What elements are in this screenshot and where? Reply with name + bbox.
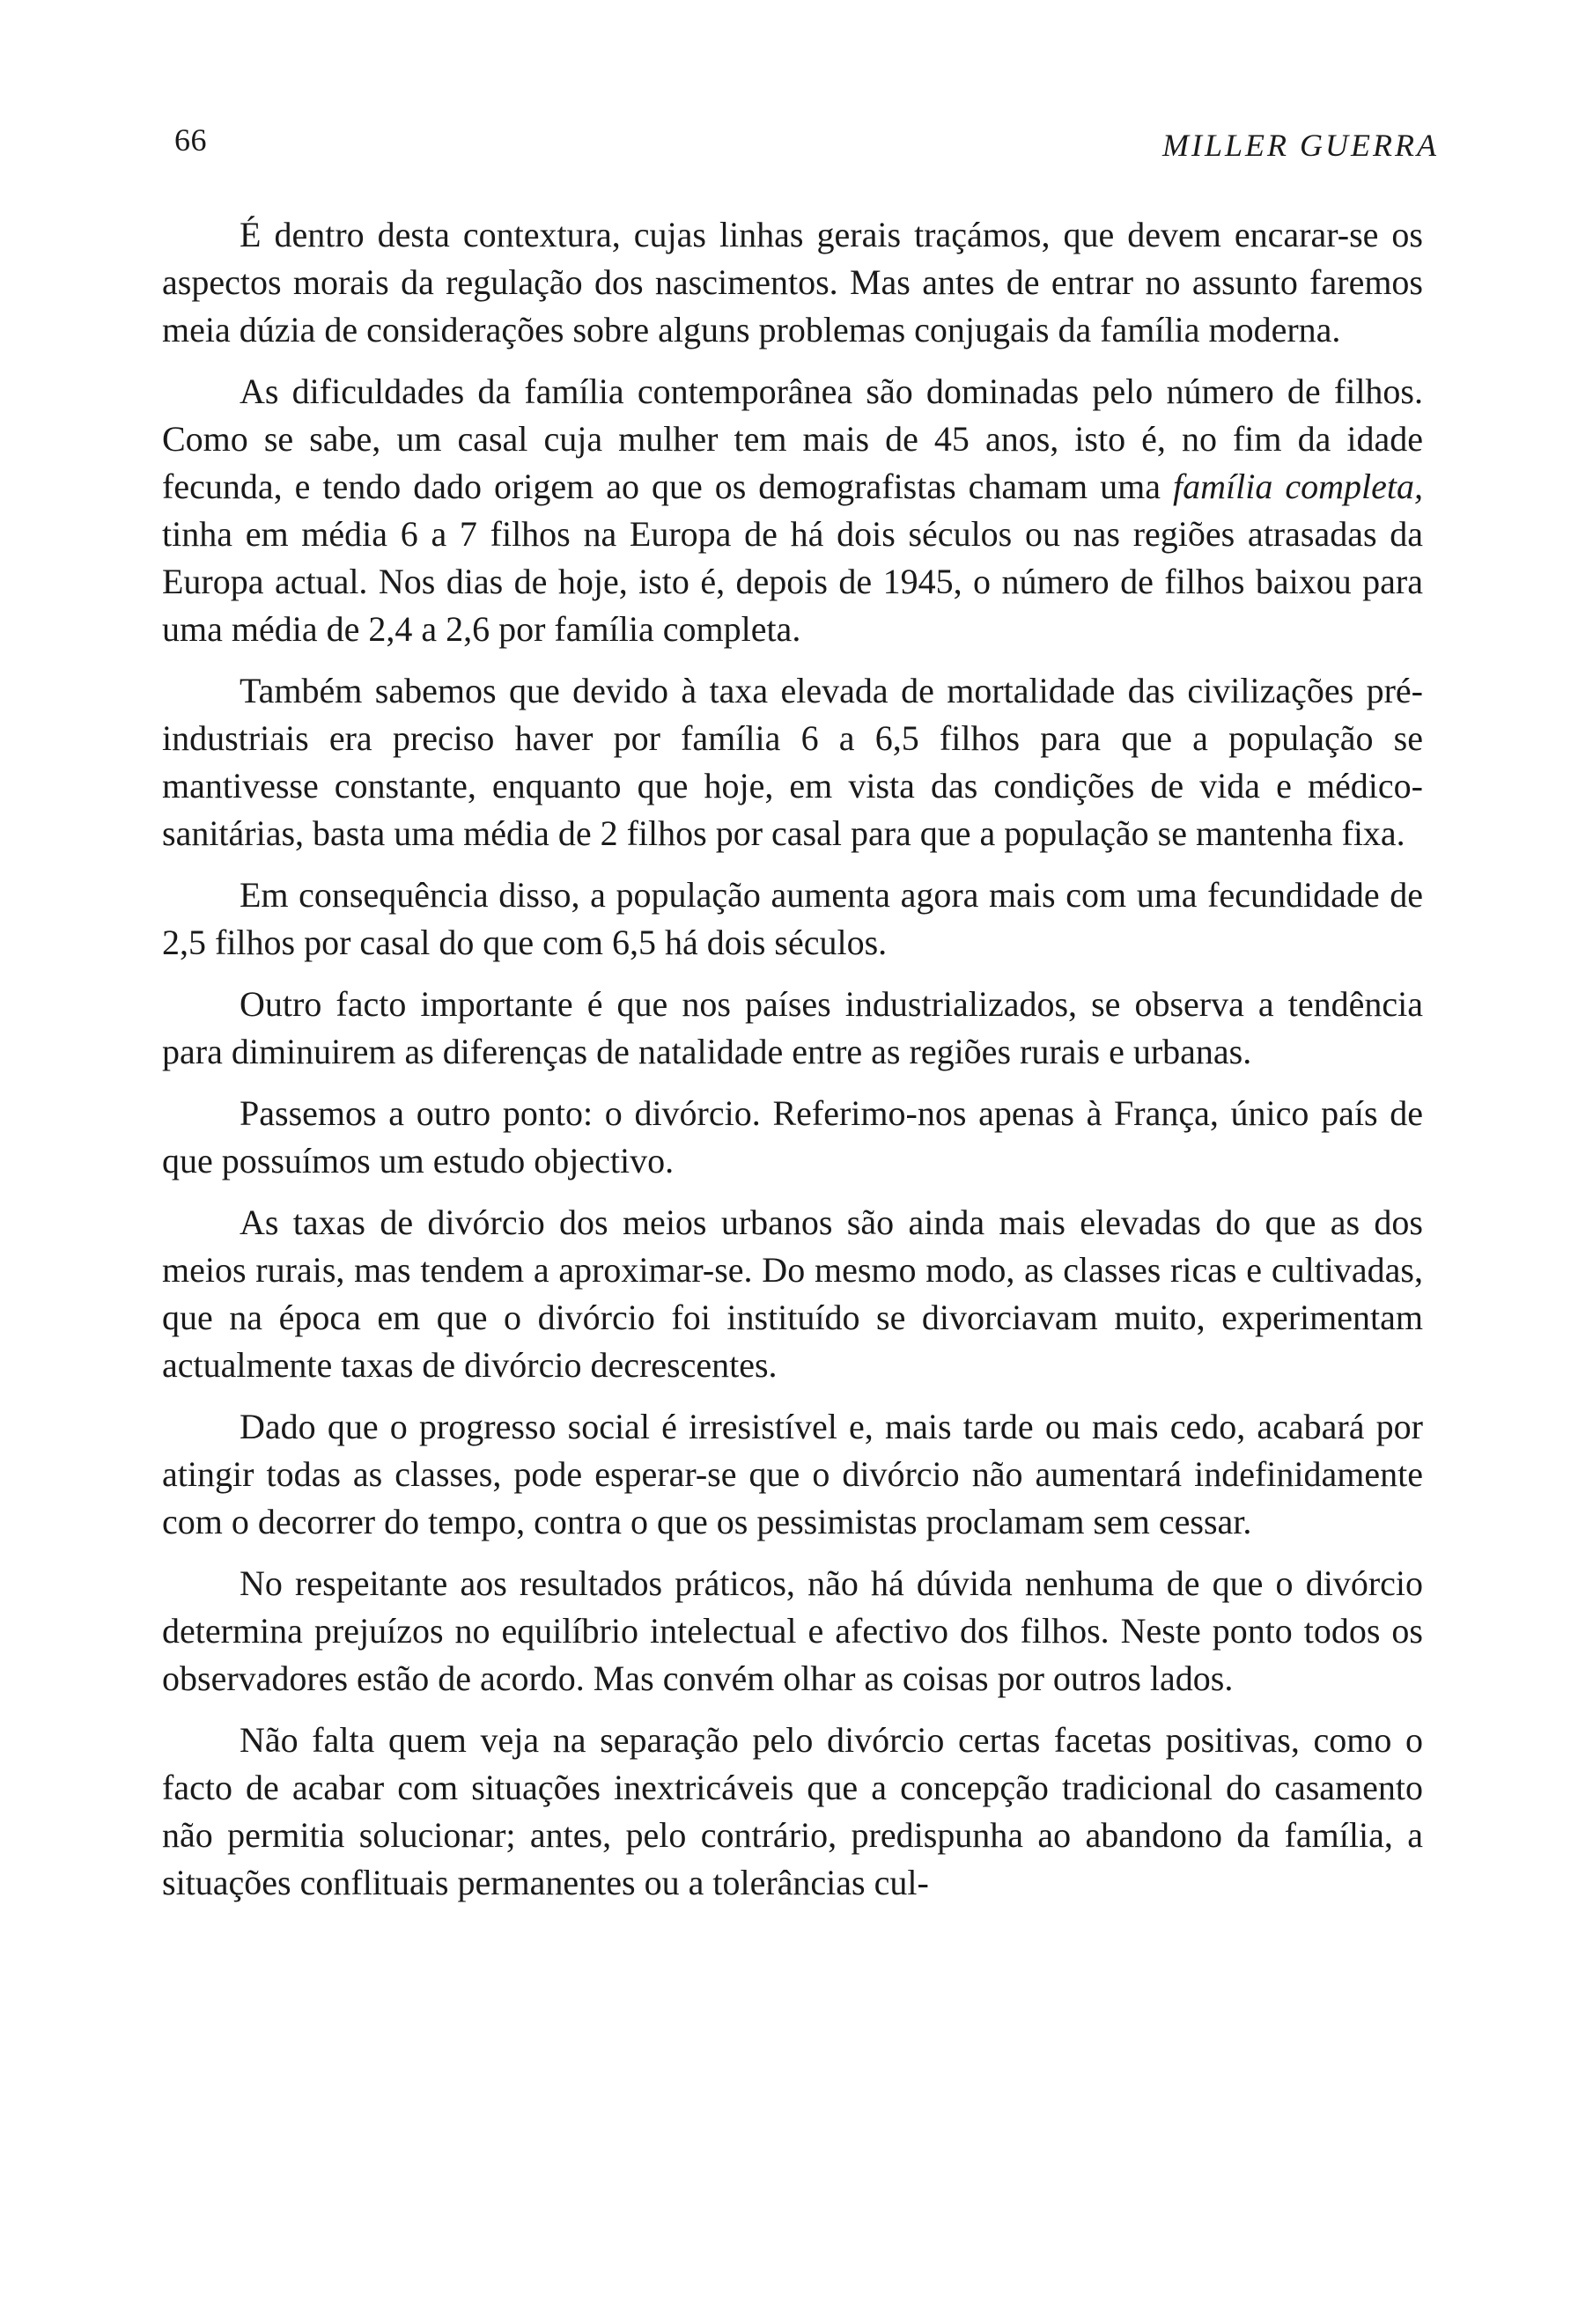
- paragraph: Também sabemos que devido à taxa elevada de mortalidade das civilizações pré-industriais era preciso haver por família 6 a 6,5 filhos para que a população se mantivesse constante, enquanto que hoje, em vista das condições de vida e médico-sanitárias, basta uma média de 2 filhos por casal para que a população se mantenha fixa.: [162, 671, 1423, 853]
- body-text: [162, 211, 1423, 1921]
- paragraph: Passemos a outro ponto: o divórcio. Referimo-nos apenas à França, único país de que possuímos um estudo objectivo.: [162, 1093, 1423, 1180]
- paragraph: As taxas de divórcio dos meios urbanos são ainda mais elevadas do que as dos meios rurais, mas tendem a aproximar-se. Do mesmo modo, as classes ricas e cultivadas, que na época em que o divórcio foi instituído se divorciavam muito, experimentam actualmente taxas de divórcio decrescentes.: [162, 1202, 1423, 1385]
- page-number: 66: [174, 122, 207, 158]
- paragraph: É dentro desta contextura, cujas linhas gerais traçámos, que devem encarar-se os aspectos morais da regulação dos nascimentos. Mas antes de entrar no assunto faremos meia dúzia de considerações sobre alguns problemas conjugais da família moderna.: [162, 215, 1423, 349]
- emphasized-term: família completa,: [1173, 467, 1424, 506]
- running-head: [162, 121, 1439, 174]
- paragraph: Não falta quem veja na separação pelo divórcio certas facetas positivas, como o facto de acabar com situações inextricáveis que a concepção tradicional do casamento não permitia solucionar; antes, pelo contrário, predispunha ao abandono da família, a situações conflituais permanentes ou a tolerâncias cul-: [162, 1720, 1423, 1902]
- running-title: MILLER GUERRA: [1162, 128, 1439, 163]
- paragraph: [162, 368, 1423, 653]
- paragraph: Outro facto importante é que nos países industrializados, se observa a tendência para diminuirem as diferenças de natalidade entre as regiões rurais e urbanas.: [162, 984, 1423, 1071]
- paragraph-text: tinha em média 6 a 7 filhos na Europa de há dois séculos ou nas regiões atrasadas da Europa actual. Nos dias de hoje, isto é, depois de 1945, o número de filhos baixou para uma média de 2,4 a 2,6 por família completa.: [162, 514, 1423, 649]
- paragraph: No respeitante aos resultados práticos, não há dúvida nenhuma de que o divórcio determina prejuízos no equilíbrio intelectual e afectivo dos filhos. Neste ponto todos os observadores estão de acordo. Mas convém olhar as coisas por outros lados.: [162, 1563, 1423, 1698]
- paragraph: Dado que o progresso social é irresistível e, mais tarde ou mais cedo, acabará por atingir todas as classes, pode esperar-se que o divórcio não aumentará indefinidamente com o decorrer do tempo, contra o que os pessimistas proclamam sem cessar.: [162, 1407, 1423, 1541]
- paragraph: Em consequência disso, a população aumenta agora mais com uma fecundidade de 2,5 filhos por casal do que com 6,5 há dois séculos.: [162, 875, 1423, 962]
- paragraph-text: As dificuldades da família contemporânea são dominadas pelo número de filhos. Como se sabe, um casal cuja mulher tem mais de 45 anos, isto é, no fim da idade fecunda, e tendo dado origem ao que os demografistas chamam uma: [162, 371, 1423, 506]
